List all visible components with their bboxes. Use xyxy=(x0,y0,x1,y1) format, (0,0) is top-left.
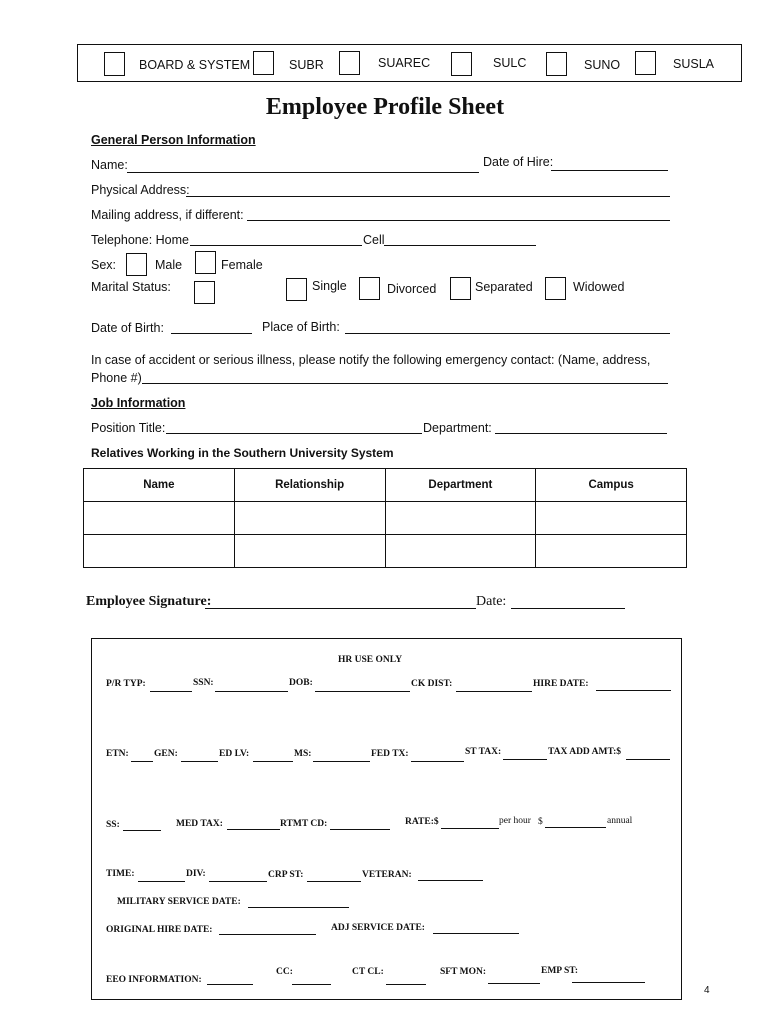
telephone-home-field[interactable] xyxy=(190,245,362,246)
widowed-checkbox[interactable] xyxy=(545,277,566,300)
med-tax-field[interactable] xyxy=(227,829,280,830)
separated-label: Separated xyxy=(475,280,533,294)
time-field[interactable] xyxy=(138,881,185,882)
hr-use-only-heading: HR USE ONLY xyxy=(338,655,403,665)
adj-service-date-label: ADJ SERVICE DATE: xyxy=(331,923,425,933)
board-system-checkbox[interactable] xyxy=(104,52,125,76)
table-cell[interactable] xyxy=(385,535,536,568)
male-label: Male xyxy=(155,258,183,272)
general-info-heading: General Person Information xyxy=(91,133,256,147)
position-title-label: Position Title: xyxy=(91,421,166,435)
div-label: DIV: xyxy=(186,869,206,879)
hire-date-field[interactable] xyxy=(596,690,671,691)
place-of-birth-label: Place of Birth: xyxy=(262,320,340,334)
gen-field[interactable] xyxy=(181,761,218,762)
relatives-table xyxy=(83,468,687,568)
ssn-label: SSN: xyxy=(193,678,214,688)
ed-lv-label: ED LV: xyxy=(219,749,250,759)
divorced-label: Divorced xyxy=(387,282,437,296)
date-of-birth-label: Date of Birth: xyxy=(91,321,164,335)
med-tax-label: MED TAX: xyxy=(176,819,223,829)
pr-typ-field[interactable] xyxy=(150,691,192,692)
column-header-campus: Campus xyxy=(536,469,687,502)
dob-label: DOB: xyxy=(289,678,313,688)
crp-st-label: CRP ST: xyxy=(268,870,304,880)
single-checkbox[interactable] xyxy=(286,278,307,301)
emergency-contact-text-line2: Phone #) xyxy=(91,371,142,385)
rate-label: RATE:$ xyxy=(405,817,439,827)
emergency-contact-field[interactable] xyxy=(142,383,668,384)
table-cell[interactable] xyxy=(234,502,385,535)
cc-label: CC: xyxy=(276,967,293,977)
emp-st-label: EMP ST: xyxy=(541,966,579,976)
gen-label: GEN: xyxy=(154,749,178,759)
widowed-label: Widowed xyxy=(573,280,625,294)
fed-tx-field[interactable] xyxy=(411,761,464,762)
table-cell[interactable] xyxy=(385,502,536,535)
signature-date-label: Date: xyxy=(476,594,507,609)
relatives-heading: Relatives Working in the Southern University System xyxy=(91,446,394,460)
etn-label: ETN: xyxy=(106,749,129,759)
rate-field[interactable] xyxy=(441,828,499,829)
ct-cl-label: CT CL: xyxy=(352,967,384,977)
male-checkbox[interactable] xyxy=(126,253,147,276)
female-label: Female xyxy=(221,258,263,272)
table-cell[interactable] xyxy=(234,535,385,568)
date-of-birth-field[interactable] xyxy=(171,333,252,334)
sex-label: Sex: xyxy=(91,258,117,272)
fed-tx-label: FED TX: xyxy=(371,749,409,759)
employee-signature-label: Employee Signature: xyxy=(86,594,212,609)
marital-status-label: Marital Status: xyxy=(91,280,171,294)
eeo-information-field[interactable] xyxy=(207,984,253,985)
table-row xyxy=(84,535,687,568)
original-hire-date-field[interactable] xyxy=(219,934,316,935)
ss-field[interactable] xyxy=(123,830,161,831)
suarec-label: SUAREC xyxy=(378,56,431,70)
table-header-row xyxy=(84,469,687,502)
female-checkbox[interactable] xyxy=(195,251,216,274)
ms-label: MS: xyxy=(294,749,312,759)
susla-checkbox[interactable] xyxy=(635,51,656,75)
adj-service-date-field[interactable] xyxy=(433,933,519,934)
per-hour-label: per hour xyxy=(499,816,531,826)
annual-label: annual xyxy=(607,816,633,826)
table-cell[interactable] xyxy=(84,502,235,535)
mailing-address-field[interactable] xyxy=(247,220,670,221)
divorced-checkbox[interactable] xyxy=(359,277,380,300)
ms-field[interactable] xyxy=(313,761,370,762)
date-of-hire-label: Date of Hire: xyxy=(483,155,554,169)
name-label: Name: xyxy=(91,158,128,172)
name-field[interactable] xyxy=(127,172,479,173)
department-field[interactable] xyxy=(495,433,667,434)
eeo-information-label: EEO INFORMATION: xyxy=(106,975,202,985)
div-field[interactable] xyxy=(209,881,267,882)
physical-address-field[interactable] xyxy=(186,196,670,197)
ck-dist-field[interactable] xyxy=(456,691,532,692)
suno-label: SUNO xyxy=(584,58,621,72)
cc-field[interactable] xyxy=(292,984,331,985)
tax-add-amt-label: TAX ADD AMT:$ xyxy=(548,747,622,757)
employee-signature-field[interactable] xyxy=(205,608,476,609)
veteran-label: VETERAN: xyxy=(362,870,412,880)
ssn-field[interactable] xyxy=(215,691,288,692)
suno-checkbox[interactable] xyxy=(546,52,567,76)
st-tax-label: ST TAX: xyxy=(465,747,502,757)
department-label: Department: xyxy=(423,421,492,435)
signature-date-field[interactable] xyxy=(511,608,625,609)
separated-checkbox[interactable] xyxy=(450,277,471,300)
time-label: TIME: xyxy=(106,869,135,879)
annual-dollar-label: $ xyxy=(538,817,543,827)
annual-field[interactable] xyxy=(545,827,606,828)
physical-address-label: Physical Address: xyxy=(91,183,190,197)
date-of-hire-field[interactable] xyxy=(551,170,668,171)
sft-mon-field[interactable] xyxy=(488,983,540,984)
emp-st-field[interactable] xyxy=(572,982,645,983)
subr-checkbox[interactable] xyxy=(253,51,274,75)
ed-lv-field[interactable] xyxy=(253,761,293,762)
tax-add-amt-field[interactable] xyxy=(626,759,670,760)
sft-mon-label: SFT MON: xyxy=(440,967,487,977)
page-number: 4 xyxy=(704,985,710,996)
cell-field[interactable] xyxy=(384,245,536,246)
board-system-label: BOARD & SYSTEM xyxy=(139,58,251,72)
telephone-home-label: Telephone: Home xyxy=(91,233,189,247)
place-of-birth-field[interactable] xyxy=(345,333,670,334)
position-title-field[interactable] xyxy=(166,433,422,434)
table-row xyxy=(84,502,687,535)
sulc-checkbox[interactable] xyxy=(451,52,472,76)
column-header-department: Department xyxy=(385,469,536,502)
dob-field[interactable] xyxy=(315,691,410,692)
column-header-relationship: Relationship xyxy=(234,469,385,502)
sulc-label: SULC xyxy=(493,56,527,70)
page-title: Employee Profile Sheet xyxy=(265,94,505,120)
military-service-date-label: MILITARY SERVICE DATE: xyxy=(117,897,241,907)
ck-dist-label: CK DIST: xyxy=(411,679,453,689)
pr-typ-label: P/R TYP: xyxy=(106,679,146,689)
rtmt-cd-field[interactable] xyxy=(330,829,390,830)
veteran-field[interactable] xyxy=(418,880,483,881)
job-info-heading: Job Information xyxy=(91,396,186,410)
table-cell[interactable] xyxy=(536,502,687,535)
hire-date-label: HIRE DATE: xyxy=(533,679,589,689)
susla-label: SUSLA xyxy=(673,57,714,71)
column-header-name: Name xyxy=(84,469,235,502)
rtmt-cd-label: RTMT CD: xyxy=(280,819,328,829)
ct-cl-field[interactable] xyxy=(386,984,426,985)
ss-label: SS: xyxy=(106,820,120,830)
emergency-contact-text-line1: In case of accident or serious illness, please notify the following emergency contact: (Name, address, xyxy=(91,353,651,367)
suarec-checkbox[interactable] xyxy=(339,51,360,75)
etn-field[interactable] xyxy=(131,761,153,762)
table-cell[interactable] xyxy=(536,535,687,568)
crp-st-field[interactable] xyxy=(307,881,361,882)
st-tax-field[interactable] xyxy=(503,759,547,760)
table-cell[interactable] xyxy=(84,535,235,568)
single-label: Single xyxy=(312,279,347,293)
mailing-address-label: Mailing address, if different: xyxy=(91,208,244,222)
cell-label: Cell xyxy=(363,233,385,247)
marital-status-checkbox[interactable] xyxy=(194,281,215,304)
subr-label: SUBR xyxy=(289,58,324,72)
military-service-date-field[interactable] xyxy=(248,907,349,908)
original-hire-date-label: ORIGINAL HIRE DATE: xyxy=(106,925,213,935)
